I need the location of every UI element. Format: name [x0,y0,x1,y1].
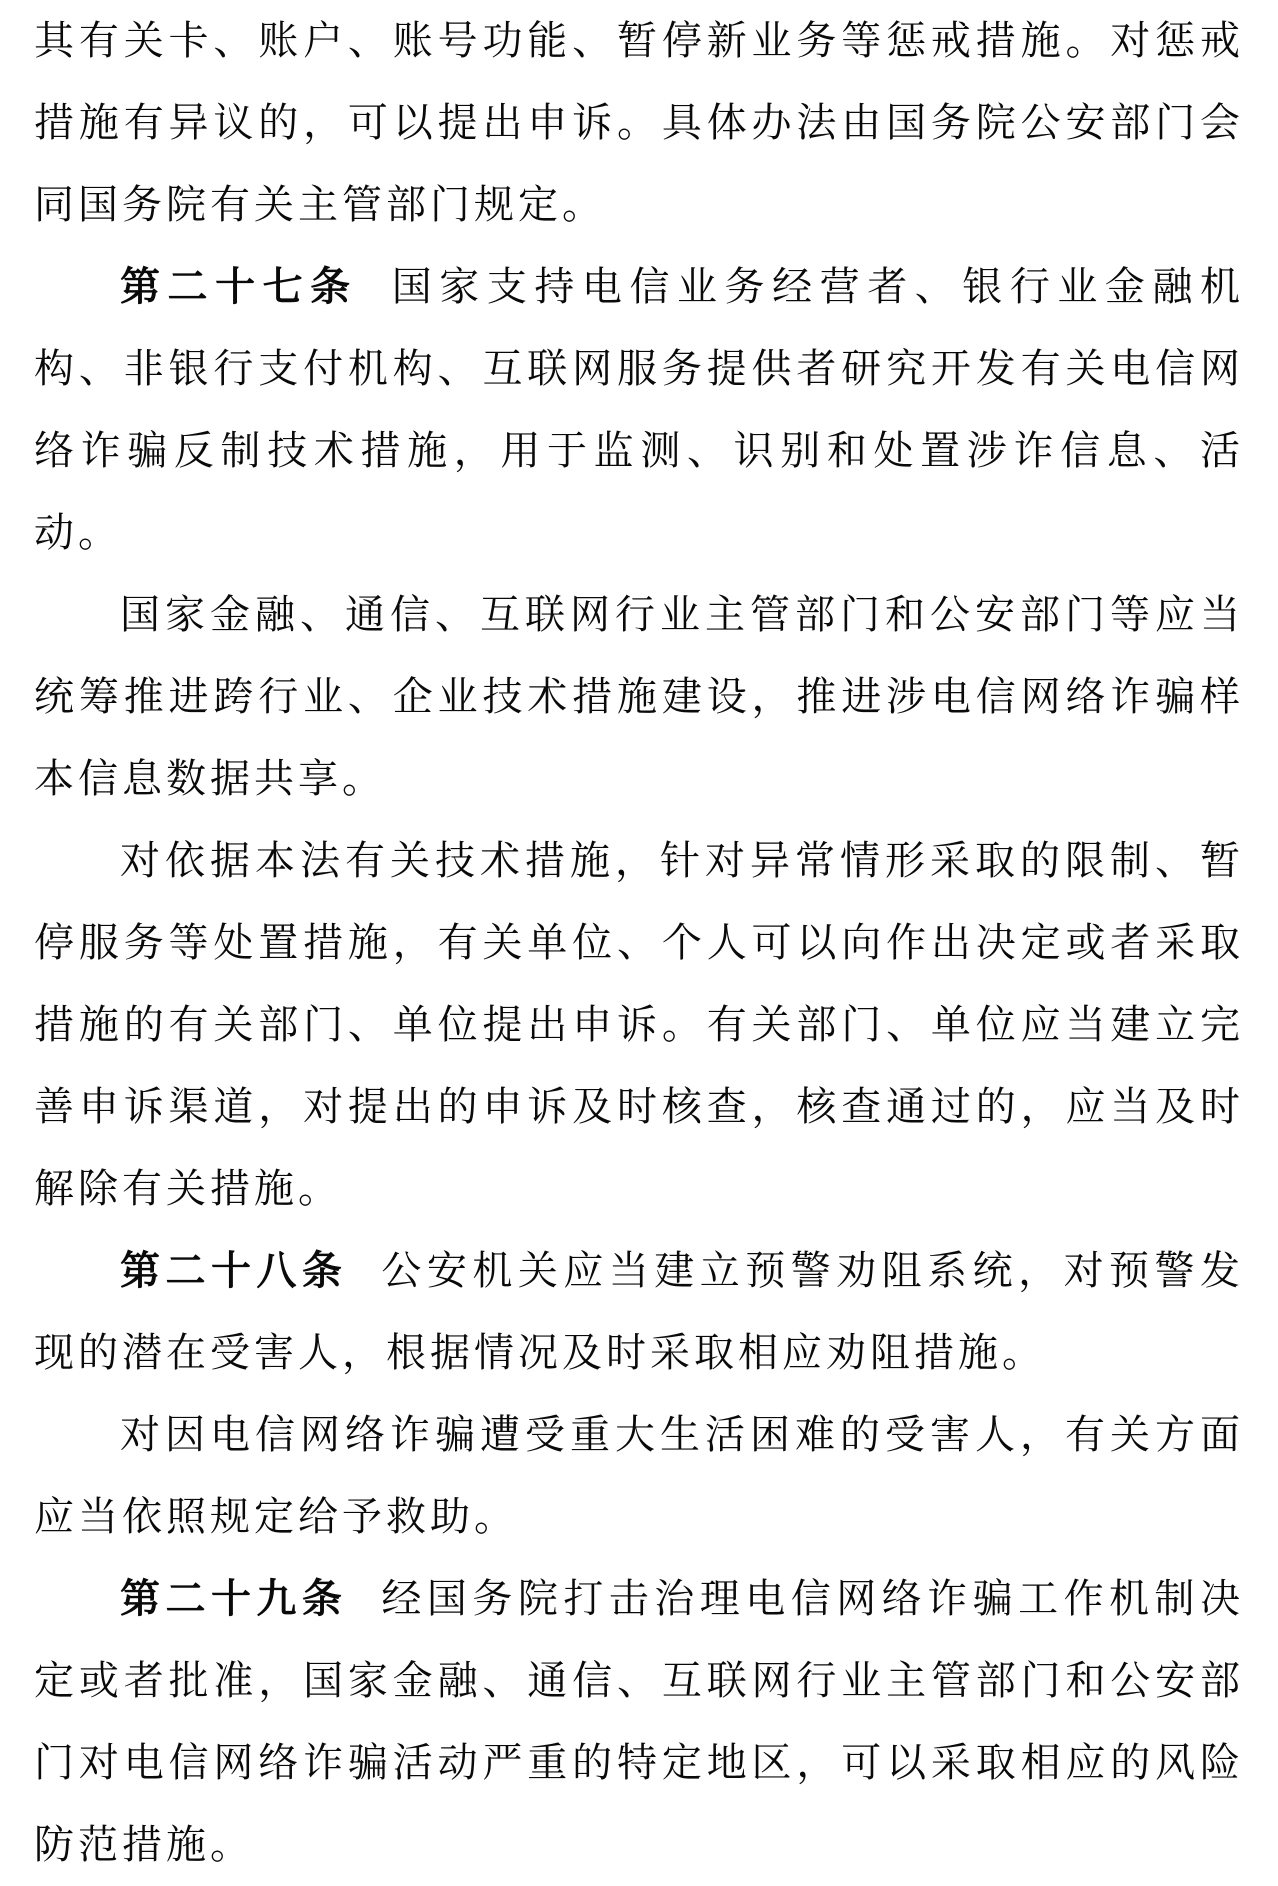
paragraph-text: 对因电信网络诈骗遭受重大生活困难的受害人，有关方面应当依照规定给予救助。 [34,1412,1244,1539]
article-number-heading: 第二十七条 [120,265,358,309]
paragraph-text: 对依据本法有关技术措施，针对异常情形采取的限制、暂停服务等处置措施，有关单位、个人可以向作出决定或者采取措施的有关部门、单位提出申诉。有关部门、单位应当建立完善申诉渠道，对提出的申诉及时核查，核查通过的，应当及时解除有关措施。 [34,838,1244,1211]
paragraph-text: 国家金融、通信、互联网行业主管部门和公安部门等应当统筹推进跨行业、企业技术措施建设，推进涉电信网络诈骗样本信息数据共享。 [34,592,1244,801]
paragraph-continuation [34,0,1244,246]
article-number-heading: 第二十九条 [120,1577,348,1621]
paragraph-body [34,1394,1244,1558]
paragraph-text: 其有关卡、账户、账号功能、暂停新业务等惩戒措施。对惩戒措施有异议的，可以提出申诉。具体办法由国务院公安部门会同国务院有关主管部门规定。 [34,18,1244,227]
paragraph-article-28 [34,1230,1244,1394]
paragraph-text: 公安机关应当建立预警劝阻系统，对预警发现的潜在受害人，根据情况及时采取相应劝阻措施。 [34,1248,1245,1375]
paragraph-article-27 [34,246,1244,574]
paragraph-body [34,574,1244,820]
paragraph-body [34,820,1244,1230]
paragraph-article-29 [34,1558,1244,1886]
paragraph-text: 国家支持电信业务经营者、银行业金融机构、非银行支付机构、互联网服务提供者研究开发有关电信网络诈骗反制技术措施，用于监测、识别和处置涉诈信息、活动。 [34,264,1245,555]
paragraph-text: 经国务院打击治理电信网络诈骗工作机制决定或者批准，国家金融、通信、互联网行业主管部门和公安部门对电信网络诈骗活动严重的特定地区，可以采取相应的风险防范措施。 [34,1576,1245,1867]
article-number-heading: 第二十八条 [120,1249,348,1293]
